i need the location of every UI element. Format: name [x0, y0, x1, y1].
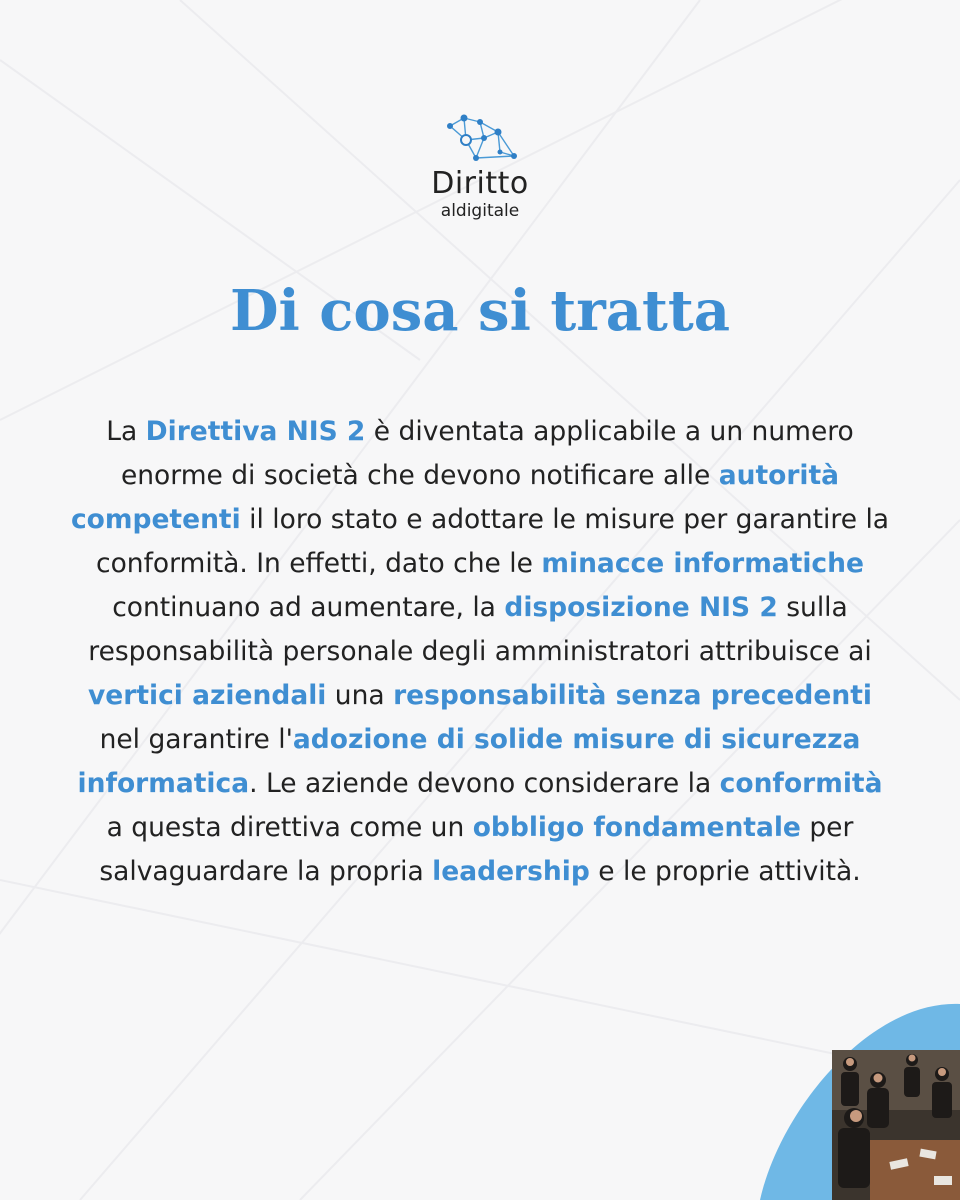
text-segment: a questa direttiva come un	[106, 812, 473, 843]
highlighted-term: autorità competenti	[70, 460, 840, 535]
text-segment: nel garantire l'	[99, 724, 293, 755]
text-segment: . Le aziende devono considerare la	[249, 768, 720, 799]
text-segment: e le proprie attività.	[589, 856, 861, 887]
text-segment: sulla responsabilità personale degli amministratori attribuisce ai	[88, 592, 872, 667]
text-segment: La	[106, 416, 146, 447]
text-segment: continuano ad aumentare, la	[112, 592, 505, 623]
highlighted-term: vertici aziendali	[88, 680, 327, 711]
highlighted-term: minacce informatiche	[541, 548, 864, 579]
highlighted-term: obbligo fondamentale	[472, 812, 801, 843]
corner-meeting-illustration	[720, 990, 960, 1200]
highlighted-term: responsabilità senza precedenti	[393, 680, 872, 711]
network-graph-icon	[440, 112, 520, 170]
highlighted-term: disposizione NIS 2	[504, 592, 778, 623]
highlighted-term: conformità	[719, 768, 883, 799]
logo-wordmark: Diritto	[431, 166, 529, 201]
text-segment: per salvaguardare la propria	[99, 812, 854, 887]
highlighted-term: adozione di solide misure di sicurezza informatica	[77, 724, 861, 799]
text-segment: è diventata applicabile a un numero enorme di società che devono notificare alle	[120, 416, 854, 491]
text-segment: una	[326, 680, 394, 711]
body-paragraph	[68, 410, 892, 894]
text-segment: il loro stato e adottare le misure per garantire la conformità. In effetti, dato che le	[96, 504, 890, 579]
highlighted-term: Direttiva NIS 2	[145, 416, 366, 447]
brand-logo	[420, 112, 540, 222]
highlighted-term: leadership	[432, 856, 590, 887]
logo-subtitle: aldigitale	[440, 201, 520, 221]
page-title: Di cosa si tratta	[229, 278, 731, 344]
